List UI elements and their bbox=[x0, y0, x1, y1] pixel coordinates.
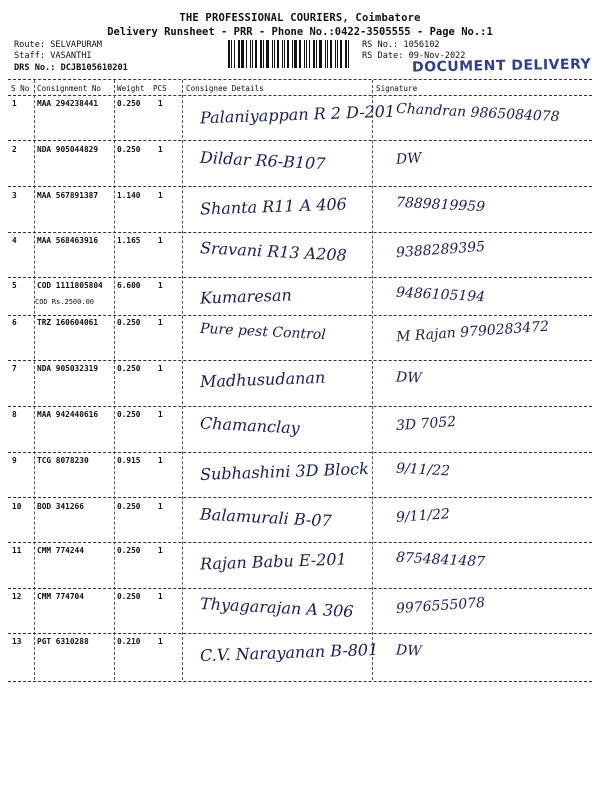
row-consignment-no: TCG 8078230 bbox=[37, 456, 89, 465]
barcode bbox=[228, 40, 352, 68]
barcode-bar bbox=[306, 40, 307, 68]
row-consignment-no: TRZ 160604061 bbox=[37, 318, 99, 327]
col-sno: S No bbox=[11, 84, 30, 93]
row-pcs: 1 bbox=[158, 592, 163, 601]
handwritten-signature: 9388289395 bbox=[395, 238, 486, 262]
row-weight: 0.250 bbox=[117, 502, 141, 511]
handwritten-signature: 8754841487 bbox=[395, 549, 486, 571]
handwritten-signature: 9/11/22 bbox=[395, 506, 451, 526]
barcode-bar bbox=[263, 40, 264, 68]
row-pcs: 1 bbox=[158, 145, 163, 154]
handwritten-consignee: Subhashini 3D Block bbox=[199, 459, 370, 484]
row-consignment-no: MAA 568463916 bbox=[37, 236, 99, 245]
row-consignment-no: COD 1111805804 bbox=[37, 281, 103, 290]
row-pcs: 1 bbox=[158, 191, 163, 200]
rs-date: RS Date: 09-Nov-2022 bbox=[362, 51, 466, 61]
handwritten-signature: 3D 7052 bbox=[395, 413, 457, 435]
handwritten-consignee: Chamanclay bbox=[199, 413, 301, 438]
row-weight: 0.250 bbox=[117, 99, 141, 108]
barcode-bar bbox=[238, 40, 240, 68]
column-divider bbox=[114, 80, 115, 680]
barcode-bar bbox=[330, 40, 332, 68]
header-divider-top bbox=[8, 79, 592, 80]
barcode-bar bbox=[340, 40, 342, 68]
row-divider bbox=[8, 232, 592, 233]
barcode-bar bbox=[255, 40, 257, 68]
row-weight: 0.250 bbox=[117, 145, 141, 154]
barcode-bar bbox=[272, 40, 273, 68]
row-weight: 0.250 bbox=[117, 546, 141, 555]
handwritten-consignee: Palaniyappan R 2 D-201 bbox=[199, 101, 396, 128]
barcode-bar bbox=[260, 40, 262, 68]
col-consignee: Consignee Details bbox=[186, 84, 264, 93]
row-divider bbox=[8, 360, 592, 361]
barcode-bar bbox=[309, 40, 310, 68]
barcode-bar bbox=[282, 40, 283, 68]
barcode-bar bbox=[241, 40, 244, 68]
runsheet-subtitle: Delivery Runsheet - PRR - Phone No.:0422-3505555 - Page No.:1 bbox=[107, 26, 493, 38]
row-pcs: 1 bbox=[158, 410, 163, 419]
row-sno: 10 bbox=[12, 502, 22, 511]
row-divider bbox=[8, 633, 592, 634]
col-weight: Weight bbox=[117, 84, 145, 93]
row-weight: 1.140 bbox=[117, 191, 141, 200]
row-pcs: 1 bbox=[158, 236, 163, 245]
header-divider-bottom bbox=[8, 95, 592, 96]
rs-number: RS No.: 1056102 bbox=[362, 40, 440, 50]
column-divider bbox=[372, 80, 373, 680]
row-pcs: 1 bbox=[158, 637, 163, 646]
row-sno: 13 bbox=[12, 637, 22, 646]
barcode-bar bbox=[234, 40, 235, 68]
row-divider bbox=[8, 315, 592, 316]
row-weight: 0.250 bbox=[117, 318, 141, 327]
row-sno: 8 bbox=[12, 410, 17, 419]
row-weight: 0.915 bbox=[117, 456, 141, 465]
handwritten-signature: 9976555078 bbox=[395, 594, 486, 618]
handwritten-signature: M Rajan 9790283472 bbox=[395, 318, 550, 346]
barcode-bar bbox=[284, 40, 285, 68]
row-sno: 4 bbox=[12, 236, 17, 245]
handwritten-signature: Chandran 9865084078 bbox=[395, 100, 560, 126]
barcode-bar bbox=[231, 40, 232, 68]
drs-number: DRS No.: DCJB105610201 bbox=[14, 63, 128, 73]
barcode-bar bbox=[345, 40, 347, 68]
barcode-bar bbox=[252, 40, 253, 68]
col-consignment: Consignment No bbox=[37, 84, 102, 93]
row-divider bbox=[8, 542, 592, 543]
row-consignment-no: CMM 774704 bbox=[37, 592, 84, 601]
row-sno: 7 bbox=[12, 364, 17, 373]
handwritten-signature: 7889819959 bbox=[395, 194, 486, 216]
row-weight: 0.250 bbox=[117, 592, 141, 601]
row-weight: 6.600 bbox=[117, 281, 141, 290]
row-divider bbox=[8, 497, 592, 498]
row-consignment-no: MAA 942440616 bbox=[37, 410, 99, 419]
row-pcs: 1 bbox=[158, 456, 163, 465]
column-divider bbox=[34, 80, 35, 680]
barcode-bar bbox=[246, 40, 247, 68]
handwritten-consignee: Sravani R13 A208 bbox=[199, 238, 348, 265]
staff-label: Staff: VASANTHI bbox=[14, 51, 92, 61]
barcode-bar bbox=[325, 40, 326, 68]
barcode-bar bbox=[335, 40, 336, 68]
barcode-bar bbox=[337, 40, 338, 68]
handwritten-consignee: Kumaresan bbox=[199, 285, 293, 308]
company-title: THE PROFESSIONAL COURIERS, Coimbatore bbox=[179, 12, 421, 24]
row-sno: 6 bbox=[12, 318, 17, 327]
handwritten-consignee: Rajan Babu E-201 bbox=[199, 549, 347, 574]
row-divider bbox=[8, 452, 592, 453]
row-consignment-no: NDA 905032319 bbox=[37, 364, 99, 373]
col-signature: Signature bbox=[376, 84, 418, 93]
row-divider bbox=[8, 186, 592, 187]
barcode-bar bbox=[228, 40, 230, 68]
row-consignment-no: BOD 341266 bbox=[37, 502, 84, 511]
row-sno: 2 bbox=[12, 145, 17, 154]
handwritten-signature: DW bbox=[395, 369, 423, 387]
row-pcs: 1 bbox=[158, 281, 163, 290]
barcode-bar bbox=[277, 40, 279, 68]
handwritten-signature: 9486105194 bbox=[395, 284, 486, 306]
handwritten-consignee: Pure pest Control bbox=[199, 320, 327, 344]
row-pcs: 1 bbox=[158, 364, 163, 373]
row-divider bbox=[8, 140, 592, 141]
handwritten-consignee: Balamurali B-07 bbox=[199, 504, 333, 531]
row-weight: 0.250 bbox=[117, 410, 141, 419]
barcode-bar bbox=[316, 40, 317, 68]
barcode-bar bbox=[327, 40, 328, 68]
barcode-bar bbox=[250, 40, 251, 68]
handwritten-consignee: Madhusudanan bbox=[199, 367, 326, 392]
barcode-bar bbox=[274, 40, 275, 68]
row-sno: 1 bbox=[12, 99, 17, 108]
row-sno: 9 bbox=[12, 456, 17, 465]
row-pcs: 1 bbox=[158, 99, 163, 108]
handwritten-consignee: C.V. Narayanan B-801 bbox=[199, 639, 379, 666]
barcode-bar bbox=[313, 40, 315, 68]
row-consignment-no: CMM 774244 bbox=[37, 546, 84, 555]
column-divider bbox=[182, 80, 183, 680]
row-consignment-no: MAA 294238441 bbox=[37, 99, 99, 108]
row-pcs: 1 bbox=[158, 318, 163, 327]
barcode-bar bbox=[299, 40, 301, 68]
barcode-bar bbox=[292, 40, 293, 68]
route-label: Route: SELVAPURAM bbox=[14, 40, 102, 50]
barcode-bar bbox=[304, 40, 305, 68]
row-weight: 0.250 bbox=[117, 364, 141, 373]
handwritten-consignee: Shanta R11 A 406 bbox=[199, 194, 348, 219]
barcode-bar bbox=[348, 40, 349, 68]
handwritten-consignee: Thyagarajan A 306 bbox=[199, 593, 354, 622]
handwritten-signature: DW bbox=[395, 150, 423, 168]
row-consignment-no: MAA 567891387 bbox=[37, 191, 99, 200]
row-divider bbox=[8, 681, 592, 682]
row-sno: 12 bbox=[12, 592, 22, 601]
row-divider bbox=[8, 277, 592, 278]
barcode-bar bbox=[266, 40, 269, 68]
handwritten-consignee: Dildar R6-B107 bbox=[199, 147, 326, 174]
row-weight: 0.210 bbox=[117, 637, 141, 646]
col-pcs: PCS bbox=[153, 84, 167, 93]
row-sno: 3 bbox=[12, 191, 17, 200]
row-consignment-no: PGT 6310288 bbox=[37, 637, 89, 646]
document-delivery-stamp: DOCUMENT DELIVERY bbox=[411, 56, 592, 76]
barcode-bar bbox=[294, 40, 297, 68]
row-sno: 11 bbox=[12, 546, 22, 555]
row-pcs: 1 bbox=[158, 546, 163, 555]
barcode-bar bbox=[319, 40, 322, 68]
handwritten-signature: 9/11/22 bbox=[395, 460, 451, 480]
row-consignment-no: NDA 905044829 bbox=[37, 145, 99, 154]
handwritten-signature: DW bbox=[395, 642, 423, 660]
row-cod-amount: COD Rs.2500.00 bbox=[35, 298, 95, 306]
barcode-bar bbox=[287, 40, 289, 68]
row-sno: 5 bbox=[12, 281, 17, 290]
row-divider bbox=[8, 406, 592, 407]
row-weight: 1.165 bbox=[117, 236, 141, 245]
row-divider bbox=[8, 588, 592, 589]
row-pcs: 1 bbox=[158, 502, 163, 511]
